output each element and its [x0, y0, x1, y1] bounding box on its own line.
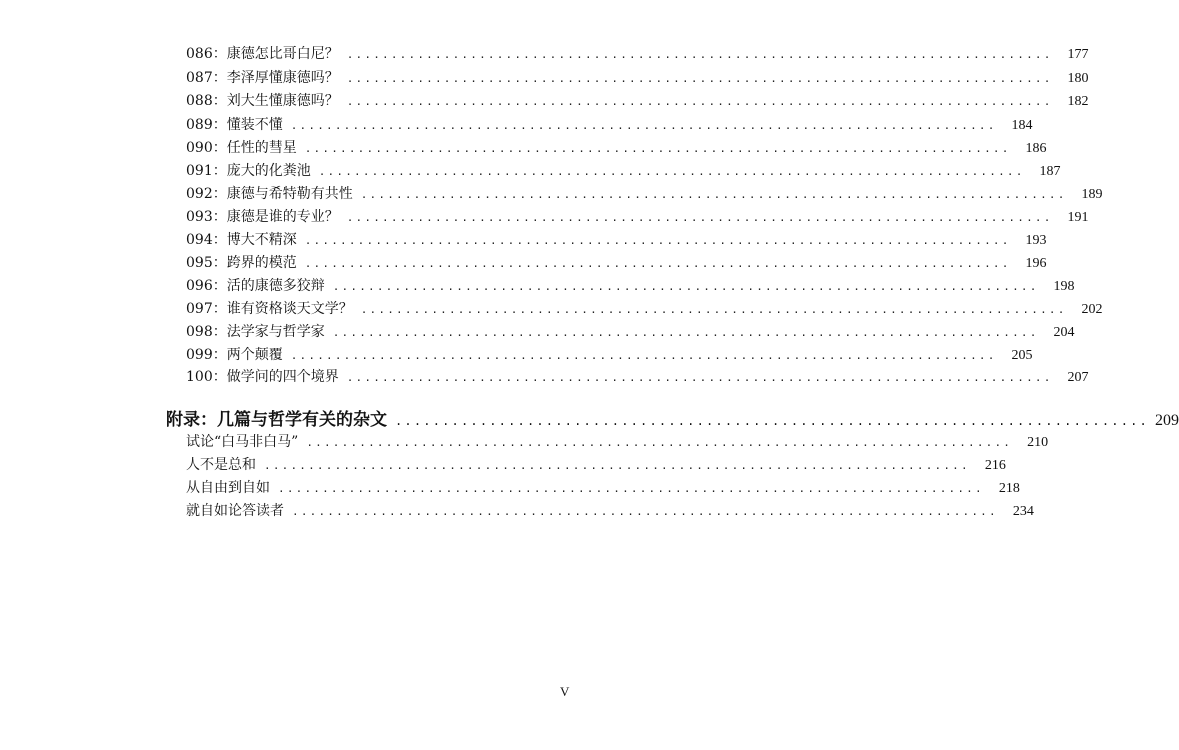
dot-leader: ................................................................................ [264, 459, 970, 472]
dot-leader: ................................................................................ [304, 257, 1011, 270]
dot-leader: ................................................................................ [360, 303, 1067, 316]
item-page: 216 [984, 458, 1006, 473]
item-title: 试论“白马非白马” [186, 434, 299, 450]
toc-entry [186, 277, 1075, 296]
toc-entry [186, 45, 1089, 64]
dot-leader: ................................................................................ [318, 165, 1025, 178]
dot-leader: ................................................................................ [346, 211, 1053, 224]
entry-title: 095：跨界的模范 [186, 255, 297, 271]
entry-title: 088：刘大生懂康德吗？ [186, 93, 339, 109]
appendix-title: 附录：几篇与哲学有关的杂文 [166, 410, 387, 430]
entry-page: 189 [1081, 187, 1103, 202]
toc-entry [186, 254, 1047, 273]
entry-page: 196 [1025, 256, 1047, 271]
toc-entry [186, 231, 1047, 250]
dot-leader: ................................................................................ [292, 505, 998, 518]
entry-page: 202 [1081, 302, 1103, 317]
dot-leader: ................................................................................ [290, 119, 997, 132]
item-title: 就自如论答读者 [186, 503, 284, 519]
item-page: 234 [1012, 504, 1034, 519]
entry-title: 094：博大不精深 [186, 232, 297, 248]
entry-title: 086：康德怎比哥白尼？ [186, 46, 339, 62]
dot-leader: ................................................................................ [304, 234, 1011, 247]
appendix-item [186, 456, 1006, 475]
dot-leader: ................................................................................ [332, 280, 1039, 293]
toc-entry [186, 323, 1075, 342]
entry-title: 087：李泽厚懂康德吗？ [186, 70, 339, 86]
entry-title: 089：懂装不懂 [186, 117, 283, 133]
entry-page: 177 [1067, 47, 1089, 62]
entry-page: 205 [1011, 348, 1033, 363]
dot-leader: ................................................................................ [346, 72, 1053, 85]
entry-title: 093：康德是谁的专业？ [186, 209, 339, 225]
entry-page: 191 [1067, 210, 1089, 225]
dot-leader: ................................................................................ [346, 95, 1053, 108]
entry-title: 100：做学问的四个境界 [186, 369, 339, 385]
entry-page: 187 [1039, 164, 1061, 179]
entry-page: 204 [1053, 325, 1075, 340]
appendix-item [186, 479, 1020, 498]
entry-title: 091：庞大的化粪池 [186, 163, 311, 179]
toc-entry [186, 92, 1089, 111]
dot-leader: ................................................................................ [395, 414, 1149, 428]
dot-leader: ................................................................................ [346, 371, 1053, 384]
entry-title: 099：两个颠覆 [186, 347, 283, 363]
toc-entry [186, 346, 1033, 365]
entry-title: 098：法学家与哲学家 [186, 324, 325, 340]
toc-entry [186, 162, 1061, 181]
entry-page: 180 [1067, 71, 1089, 86]
entry-title: 097：谁有资格谈天文学？ [186, 301, 353, 317]
item-title: 从自由到自如 [186, 480, 270, 496]
entry-title: 090：任性的彗星 [186, 140, 297, 156]
entry-page: 182 [1067, 94, 1089, 109]
dot-leader: ................................................................................ [278, 482, 984, 495]
entry-page: 186 [1025, 141, 1047, 156]
dot-leader: ................................................................................ [306, 436, 1013, 449]
toc-entry [186, 139, 1047, 158]
dot-leader: ................................................................................ [304, 142, 1011, 155]
item-page: 218 [998, 481, 1020, 496]
appendix-heading [166, 405, 1179, 430]
toc-entry [186, 208, 1089, 227]
toc-entry [186, 185, 1103, 204]
entry-page: 184 [1011, 118, 1033, 133]
entry-page: 198 [1053, 279, 1075, 294]
toc-entry [186, 116, 1033, 135]
dot-leader: ................................................................................ [290, 349, 997, 362]
toc-entry [186, 300, 1103, 319]
toc-entry [186, 69, 1089, 88]
dot-leader: ................................................................................ [360, 188, 1067, 201]
appendix-item [186, 433, 1049, 452]
toc-entry [186, 368, 1089, 387]
entry-page: 193 [1025, 233, 1047, 248]
dot-leader: ................................................................................ [332, 326, 1039, 339]
item-page: 210 [1027, 435, 1049, 450]
item-title: 人不是总和 [186, 457, 256, 473]
appendix-page: 209 [1154, 412, 1179, 429]
page-number: V [560, 684, 570, 699]
dot-leader: ................................................................................ [346, 48, 1053, 61]
entry-page: 207 [1067, 370, 1089, 385]
entry-title: 092：康德与希特勒有共性 [186, 186, 353, 202]
appendix-item [186, 502, 1034, 521]
entry-title: 096：活的康德多狡辩 [186, 278, 325, 294]
